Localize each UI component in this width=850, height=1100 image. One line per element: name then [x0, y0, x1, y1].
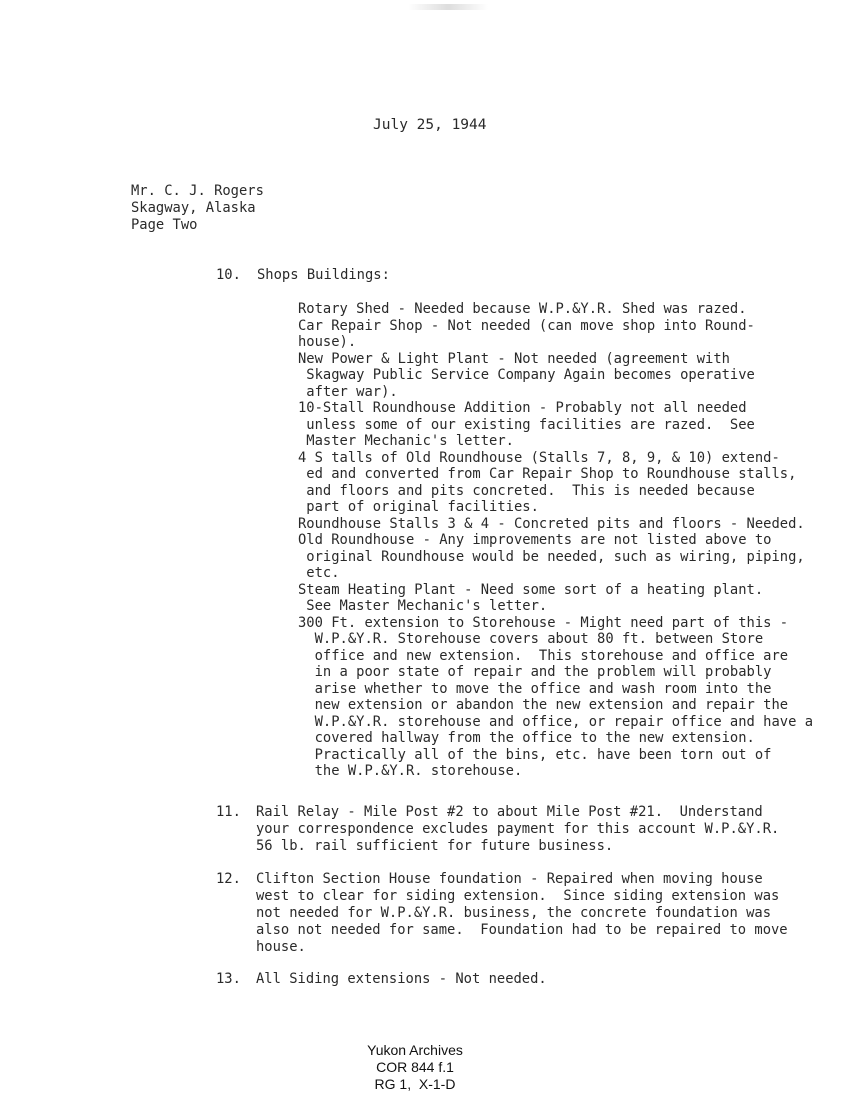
item-13-number: 13.	[216, 971, 241, 987]
detail-line: W.P.&Y.R. Storehouse covers about 80 ft. between Store	[298, 631, 764, 647]
recipient-name: Mr. C. J. Rogers	[131, 183, 264, 199]
archive-name: Yukon Archives	[367, 1042, 463, 1058]
detail-line: covered hallway from the office to the new extension.	[298, 730, 755, 746]
scan-mark	[408, 4, 488, 10]
detail-line: original Roundhouse would be needed, such as wiring, piping,	[298, 548, 805, 565]
detail-line: office and new extension. This storehouse and office are	[298, 647, 789, 664]
paragraph-line: All Siding extensions - Not needed.	[256, 971, 547, 987]
letter-date: July 25, 1944	[373, 117, 487, 133]
detail-line: Car Repair Shop - Not needed (can move shop into Round-	[298, 317, 755, 334]
detail-line: Old Roundhouse - Any improvements are not listed above to	[298, 532, 772, 548]
paragraph-line: Clifton Section House foundation - Repaired when moving house	[256, 871, 763, 887]
detail-line: and floors and pits concreted. This is needed because	[298, 482, 755, 499]
detail-line: See Master Mechanic's letter.	[298, 598, 548, 614]
item-12-number: 12.	[216, 871, 241, 887]
detail-line: Master Mechanic's letter.	[298, 433, 514, 449]
paragraph-line: 56 lb. rail sufficient for future business.	[256, 838, 614, 854]
detail-line: 4 S talls of Old Roundhouse (Stalls 7, 8, 9, & 10) extend-	[298, 449, 780, 466]
detail-line: ed and converted from Car Repair Shop to Roundhouse stalls,	[298, 466, 797, 482]
archive-record-group: RG 1, X-1-D	[374, 1076, 456, 1092]
recipient-location: Skagway, Alaska	[131, 200, 256, 216]
detail-line: 10-Stall Roundhouse Addition - Probably not all needed	[298, 400, 747, 416]
detail-line: etc.	[298, 565, 340, 581]
detail-line: arise whether to move the office and wash room into the	[298, 680, 772, 697]
paragraph-line: also not needed for same. Foundation had to be repaired to move	[256, 922, 788, 938]
item-10-title: Shops Buildings:	[257, 267, 390, 283]
paragraph-line: Rail Relay - Mile Post #2 to about Mile Post #21. Understand	[256, 804, 763, 820]
item-11-text	[256, 804, 779, 855]
detail-line: house).	[298, 334, 357, 350]
detail-line: Roundhouse Stalls 3 & 4 - Concreted pits and floors - Needed.	[298, 515, 805, 532]
detail-line: Steam Heating Plant - Need some sort of a heating plant.	[298, 581, 764, 598]
detail-line: Skagway Public Service Company Again becomes operative	[298, 367, 755, 383]
archive-reference	[340, 1042, 490, 1093]
detail-line: part of original facilities.	[298, 499, 539, 515]
paragraph-line: west to clear for siding extension. Since siding extension was	[256, 888, 780, 904]
item-10-number: 10.	[216, 267, 241, 283]
paragraph-line: house.	[256, 939, 306, 955]
item-12-text	[256, 871, 788, 956]
item-10-details	[298, 301, 818, 780]
detail-line: W.P.&Y.R. storehouse and office, or repair office and have a	[298, 713, 813, 730]
detail-line: unless some of our existing facilities are razed. See	[298, 416, 755, 433]
archive-file: COR 844 f.1	[376, 1059, 454, 1075]
detail-line: the W.P.&Y.R. storehouse.	[298, 763, 523, 779]
item-11-number: 11.	[216, 804, 241, 820]
page-label: Page Two	[131, 217, 198, 233]
detail-line: in a poor state of repair and the problem will probably	[298, 664, 772, 680]
detail-line: after war).	[298, 383, 398, 400]
detail-line: new extension or abandon the new extension and repair the	[298, 697, 789, 713]
detail-line: 300 Ft. extension to Storehouse - Might need part of this -	[298, 614, 789, 631]
paragraph-line: your correspondence excludes payment for this account W.P.&Y.R.	[256, 821, 780, 837]
recipient-block	[131, 183, 264, 234]
paragraph-line: not needed for W.P.&Y.R. business, the concrete foundation was	[256, 905, 771, 921]
detail-line: New Power & Light Plant - Not needed (agreement with	[298, 350, 730, 367]
detail-line: Practically all of the bins, etc. have been torn out of	[298, 746, 772, 763]
detail-line: Rotary Shed - Needed because W.P.&Y.R. Shed was razed.	[298, 301, 747, 317]
item-13-text	[256, 971, 547, 988]
